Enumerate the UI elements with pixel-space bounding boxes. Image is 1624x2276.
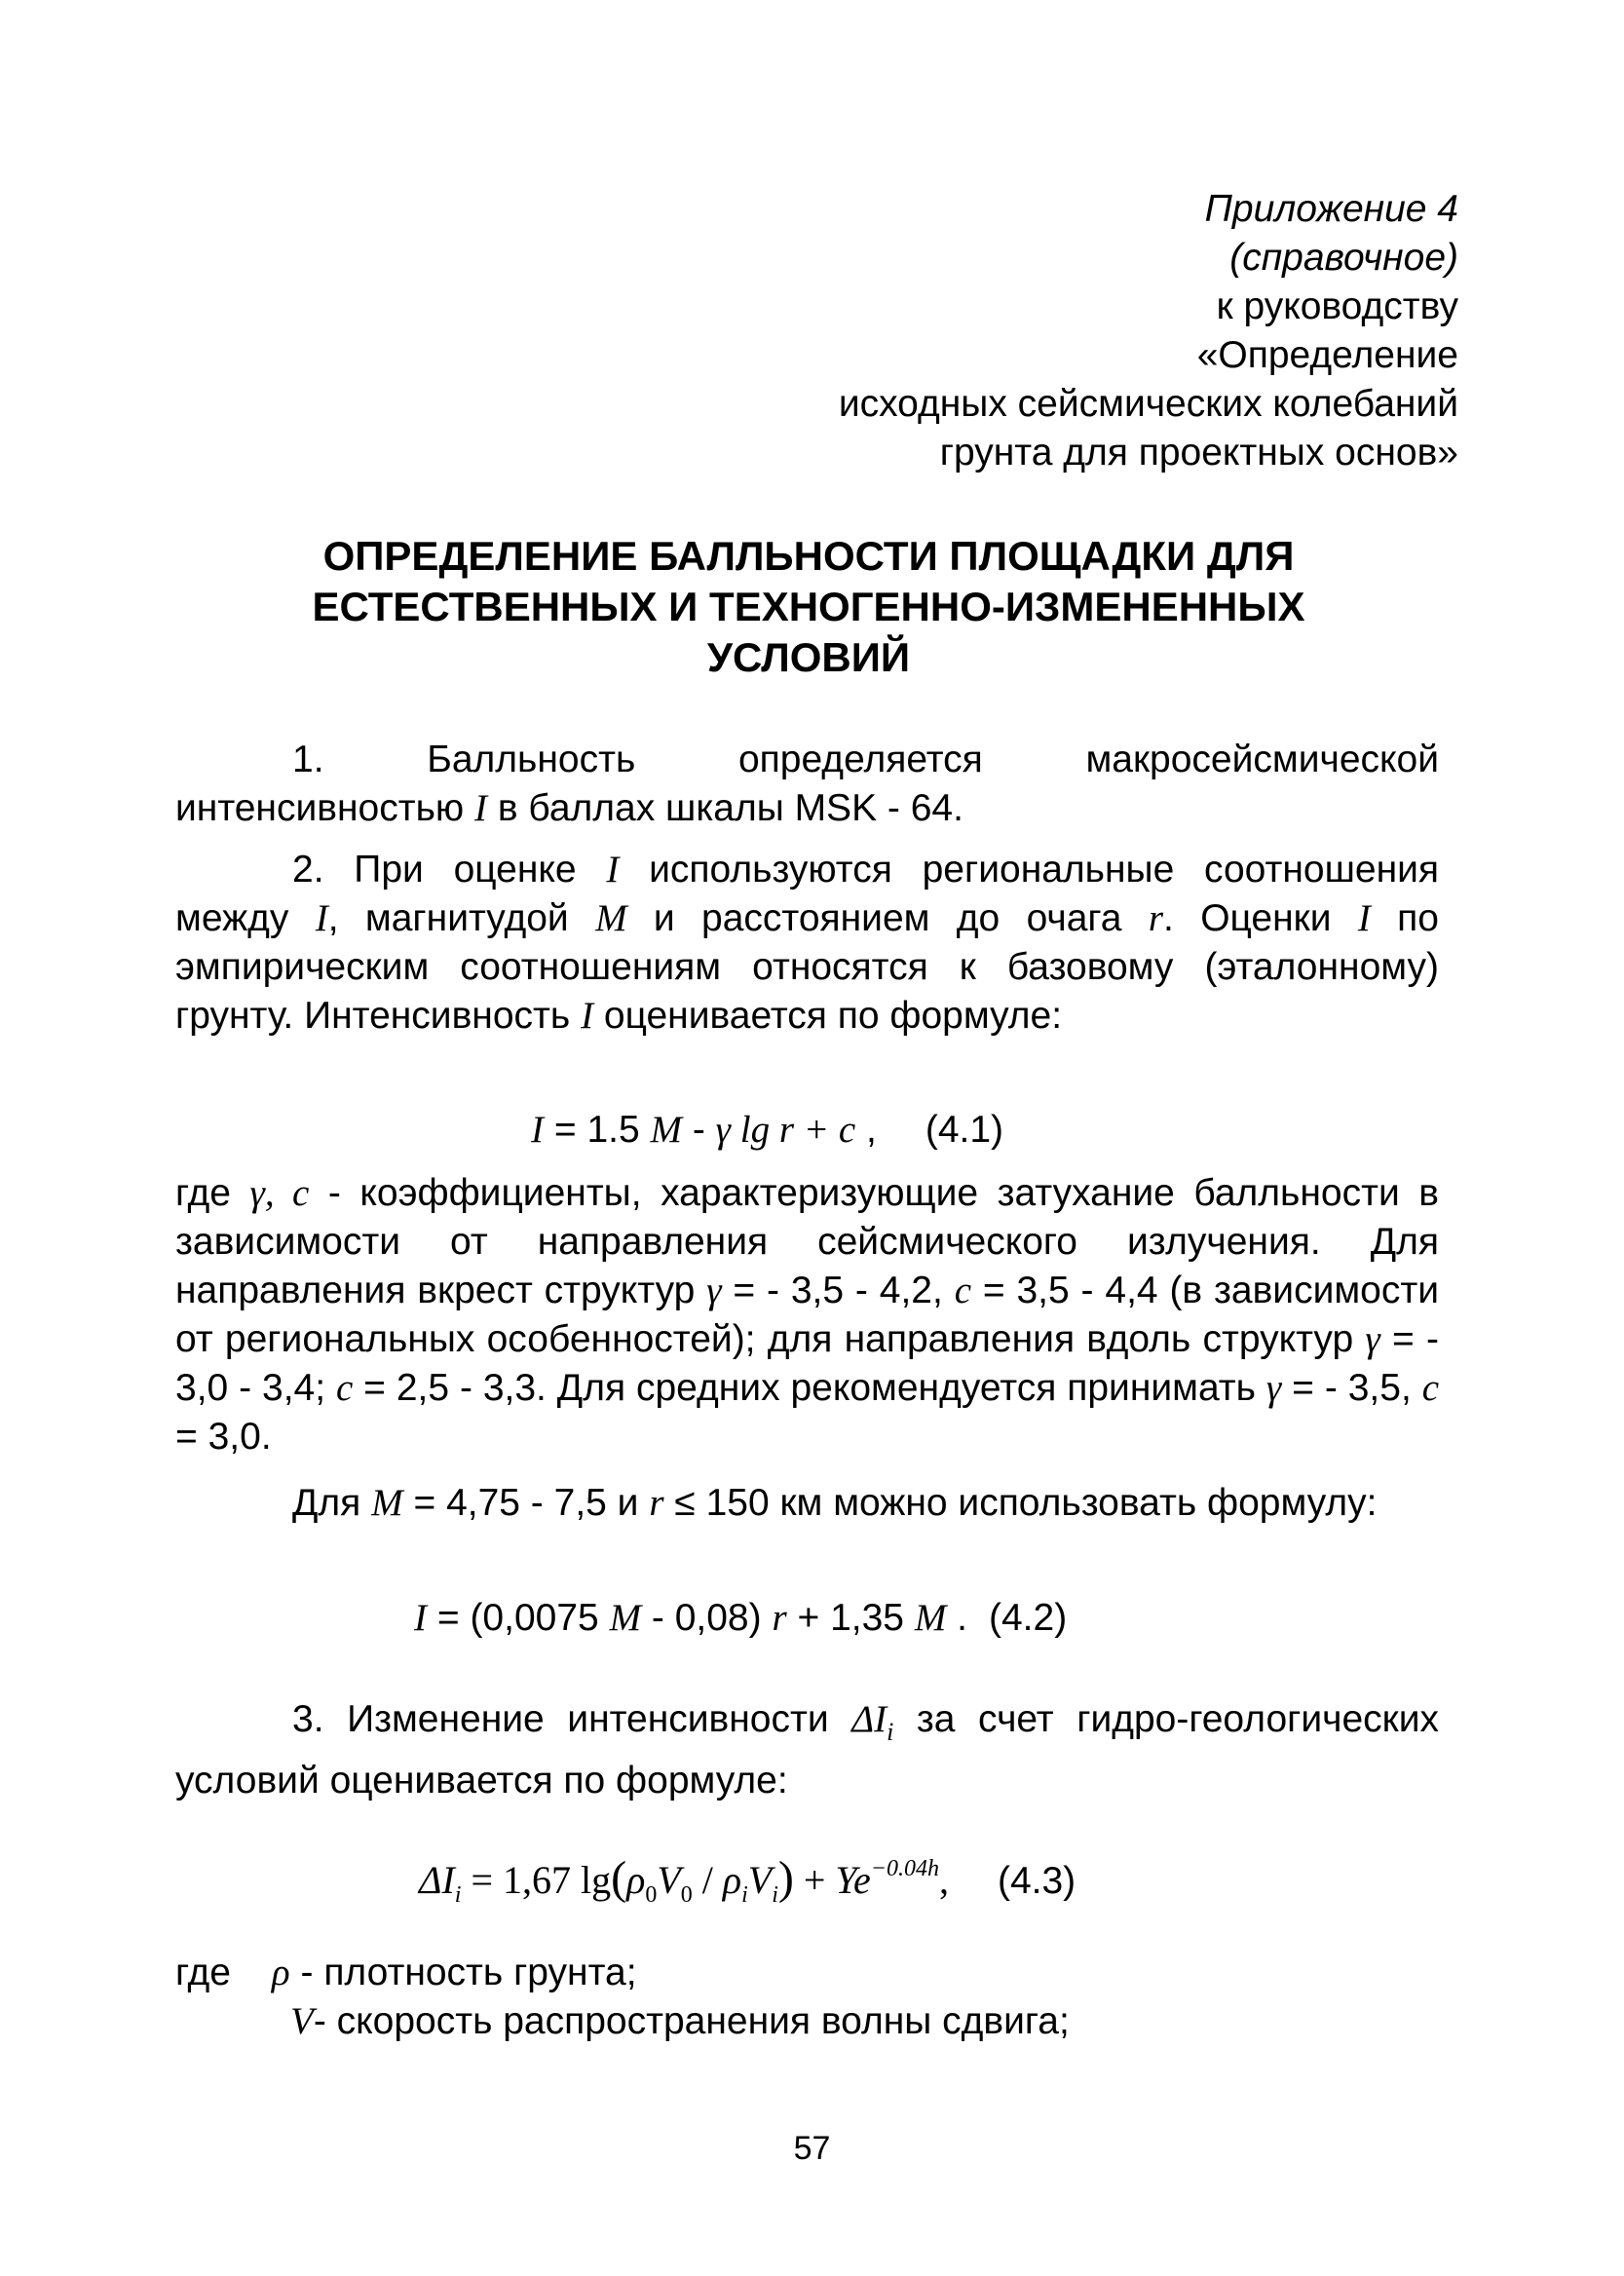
math-variable: V (290, 2000, 314, 2042)
paragraph-text: Для (292, 1482, 372, 1524)
math-subscript: i (772, 1882, 778, 1908)
paragraph-3 (175, 1169, 1439, 1461)
formula-text: = 1.5 (544, 1109, 651, 1151)
paragraph-text: , магнитудой (327, 897, 596, 939)
math-variable: I (414, 1597, 427, 1639)
math-variable: Ye (835, 1858, 871, 1902)
paragraph-text: = 3,5 - 4,4 (в зависимости от региональных особенностей); для направления вдоль структур (175, 1270, 1440, 1360)
math-subscript: 0 (680, 1882, 693, 1908)
math-variable: ΔI (419, 1858, 455, 1902)
math-variable: I (531, 1109, 544, 1151)
math-variable: I (473, 787, 487, 829)
section-title (175, 531, 1442, 683)
open-paren-icon: ( (611, 1852, 627, 1904)
appendix-header (839, 185, 1458, 477)
math-variable: M (609, 1597, 642, 1639)
math-variable: γ, c (249, 1172, 310, 1214)
appendix-ref-line: к руководству (1216, 285, 1458, 327)
formula-text: , (855, 1109, 877, 1151)
paragraph-text: 1. Балльность определяется макросейсмической интенсивностью (175, 739, 1439, 829)
formula-4-2 (414, 1594, 1067, 1643)
math-variable: I (606, 849, 620, 891)
math-variable: c (1421, 1367, 1439, 1409)
formula-text: - (682, 1109, 716, 1151)
paragraph-1 (175, 736, 1439, 833)
math-subscript: i (887, 1717, 894, 1746)
paragraph-4 (175, 1479, 1439, 1528)
math-variable: M (595, 897, 627, 939)
paragraph-text: где (175, 1172, 250, 1214)
paragraph-text: 2. При оценке (292, 849, 607, 891)
appendix-number: Приложение 4 (1204, 188, 1458, 230)
math-subscript: i (741, 1882, 748, 1908)
formula-text: + 1,35 (786, 1597, 915, 1639)
math-variable: I (315, 897, 328, 939)
math-expression: γ lg r + c (715, 1109, 856, 1151)
math-variable: ΔI (851, 1698, 888, 1740)
equation-number: (4.3) (997, 1860, 1076, 1902)
math-variable: c (335, 1367, 354, 1409)
paragraph-text: = 2,5 - 3,3. Для средних рекомендуется принимать (353, 1367, 1266, 1409)
paragraph-text: = - 3,5, (1281, 1367, 1422, 1409)
math-variable: r (1148, 897, 1164, 939)
formula-4-1 (531, 1106, 1003, 1155)
math-variable: r (649, 1482, 664, 1524)
equation-number: (4.2) (989, 1597, 1068, 1639)
close-paren-icon: ) (777, 1852, 794, 1904)
math-variable: M (914, 1597, 947, 1639)
math-variable: c (954, 1270, 971, 1311)
math-variable: γ (1265, 1367, 1282, 1409)
paragraph-text: используются региональные соотношения между (175, 849, 1440, 939)
definition-text: - скорость распространения волны сдвига; (313, 2000, 1070, 2042)
math-variable: M (371, 1482, 403, 1524)
paragraph-text: по эмпирическим соотношениям относятся к базовому (эталонному) грунту. Интенсивность (175, 897, 1439, 1037)
paragraph-text: оценивается по формуле: (593, 995, 1063, 1037)
paragraph-text: . Оценки (1163, 897, 1358, 939)
paragraph-text: и расстоянием до очага (626, 897, 1149, 939)
math-subscript: i (454, 1882, 462, 1908)
definition-text: - плотность грунта; (289, 1952, 637, 1993)
title-line: УСЛОВИЙ (706, 634, 911, 680)
paragraph-text: - коэффициенты, характеризующие затухание балльности в зависимости от направления сейсмического излучения. Для направления вкрест структур (175, 1172, 1439, 1311)
formula-text: + (793, 1858, 836, 1902)
formula-text: / (692, 1858, 723, 1902)
page-number: 57 (793, 2130, 831, 2167)
appendix-type: (справочное) (1229, 237, 1458, 279)
math-variable: γ (706, 1270, 722, 1311)
paragraph-2 (175, 846, 1439, 1041)
math-subscript: 0 (645, 1882, 658, 1908)
formula-text: - 0,08) (641, 1597, 773, 1639)
paragraph-text: = 4,75 - 7,5 и (402, 1482, 650, 1524)
title-line: ЕСТЕСТВЕННЫХ И ТЕХНОГЕННО-ИЗМЕНЕННЫХ (312, 584, 1305, 629)
math-variable: V (747, 1858, 773, 1902)
paragraph-text: = - 3,5 - 4,2, (721, 1270, 955, 1311)
paragraph-text: ≤ 150 км можно использовать формулу: (663, 1482, 1378, 1524)
definition-rho (175, 1949, 637, 1997)
paragraph-text: = - 3,0 - 3,4; (175, 1318, 1440, 1409)
math-exponent: −0.04h (870, 1856, 939, 1881)
paragraph-text: 3. Изменение интенсивности (292, 1698, 852, 1740)
math-variable: I (581, 995, 594, 1037)
formula-text: = (0,0075 (427, 1597, 610, 1639)
appendix-ref-line: «Определение (1196, 334, 1458, 376)
paragraph-text: = 3,0. (175, 1416, 272, 1458)
math-variable: γ (1365, 1318, 1380, 1360)
formula-text: . (946, 1597, 967, 1639)
paragraph-text: в баллах шкалы MSK - 64. (486, 787, 963, 829)
math-variable: ρ (271, 1952, 290, 1993)
paragraph-text: за счет гидро-геологических условий оценивается по формуле: (175, 1698, 1439, 1802)
math-variable: M (650, 1109, 682, 1151)
math-variable: V (657, 1858, 681, 1902)
title-line: ОПРЕДЕЛЕНИЕ БАЛЛЬНОСТИ ПЛОЩАДКИ ДЛЯ (322, 533, 1295, 579)
appendix-ref-line: исходных сейсмических колебаний (838, 383, 1458, 425)
formula-4-3 (419, 1851, 1076, 1909)
formula-text: , (938, 1858, 949, 1902)
math-variable: ρ (626, 1858, 646, 1902)
math-variable: r (772, 1597, 787, 1639)
where-label: где (175, 1952, 231, 1993)
appendix-ref-line: грунта для проектных основ» (939, 432, 1458, 474)
paragraph-5 (175, 1695, 1439, 1805)
equation-number: (4.1) (925, 1109, 1004, 1151)
math-variable: I (1357, 897, 1371, 939)
math-variable: ρ (722, 1858, 742, 1902)
formula-text: = 1,67 lg (461, 1858, 612, 1902)
definition-v (290, 1997, 1070, 2046)
